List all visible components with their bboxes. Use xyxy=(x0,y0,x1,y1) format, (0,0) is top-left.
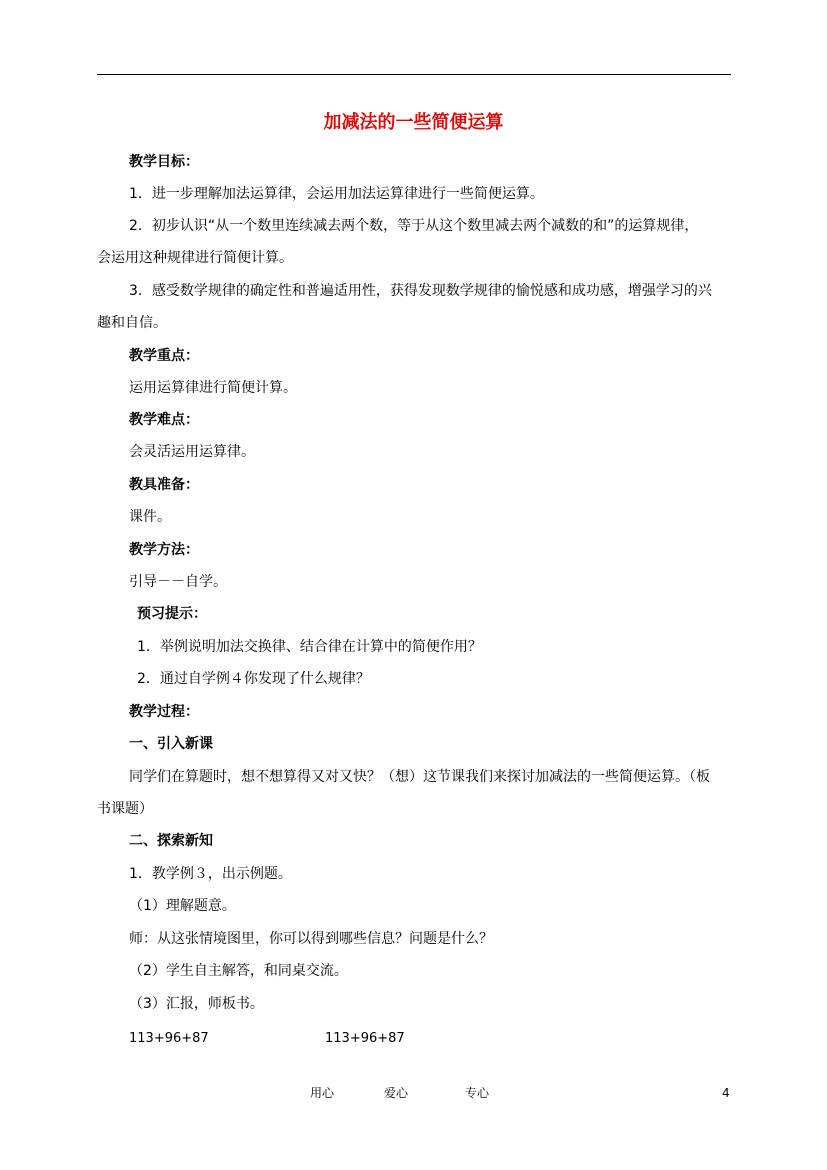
footer-motto-3: 专心 xyxy=(465,1086,490,1100)
document-title: 加减法的一些简便运算 xyxy=(323,112,504,133)
footer-motto-1: 用心 xyxy=(310,1086,335,1100)
teacher-question: 师：从这张情境图里，你可以得到哪些信息？问题是什么？ xyxy=(129,931,493,947)
expression-right: 113+96+87 xyxy=(325,1031,405,1046)
process-heading: 教学过程： xyxy=(129,704,199,720)
difficulty-text: 会灵活运用运算律。 xyxy=(129,444,255,460)
step-1-1: （1）理解题意。 xyxy=(129,898,236,914)
step-1-2: （2）学生自主解答，和同桌交流。 xyxy=(129,963,348,979)
goal-2-line-1: 2．初步认识“从一个数里连续减去两个数，等于从这个数里减去两个减数的和”的运算规律， xyxy=(129,218,699,234)
page-number: 4 xyxy=(722,1086,730,1100)
step-1: 1．教学例３，出示例题。 xyxy=(129,866,292,882)
method-text: 引导－－自学。 xyxy=(129,574,227,590)
preview-item-2: 2．通过自学例４你发现了什么规律？ xyxy=(137,671,370,687)
footer-motto-2: 爱心 xyxy=(384,1086,409,1100)
goal-2-line-2: 会运用这种规律进行简便计算。 xyxy=(97,250,293,266)
section-2-heading: 二、探索新知 xyxy=(129,833,213,849)
key-text: 运用运算律进行简便计算。 xyxy=(129,380,297,396)
section-1-line-2: 书课题） xyxy=(97,801,153,817)
difficulty-heading: 教学难点： xyxy=(129,412,199,428)
goals-heading: 教学目标： xyxy=(129,154,199,170)
section-1-line-1: 同学们在算题时，想不想算得又对又快？（想）这节课我们来探讨加减法的一些简便运算。（板 xyxy=(129,769,710,785)
goal-3-line-1: 3．感受数学规律的确定性和普遍适用性，获得发现数学规律的愉悦感和成功感，增强学习的兴 xyxy=(129,283,712,299)
tools-heading: 教具准备： xyxy=(129,477,199,493)
goal-1: 1．进一步理解加法运算律，会运用加法运算律进行一些简便运算。 xyxy=(129,186,544,202)
header-rule xyxy=(97,74,731,75)
section-1-heading: 一、引入新课 xyxy=(129,736,213,752)
tools-text: 课件。 xyxy=(129,509,171,525)
preview-heading: 预习提示： xyxy=(137,606,207,622)
goal-3-line-2: 趣和自信。 xyxy=(97,315,167,331)
step-1-3: （3）汇报，师板书。 xyxy=(129,996,264,1012)
method-heading: 教学方法： xyxy=(129,542,199,558)
key-heading: 教学重点： xyxy=(129,348,199,364)
preview-item-1: 1．举例说明加法交换律、结合律在计算中的简便作用？ xyxy=(137,639,482,655)
expression-left: 113+96+87 xyxy=(129,1031,209,1046)
